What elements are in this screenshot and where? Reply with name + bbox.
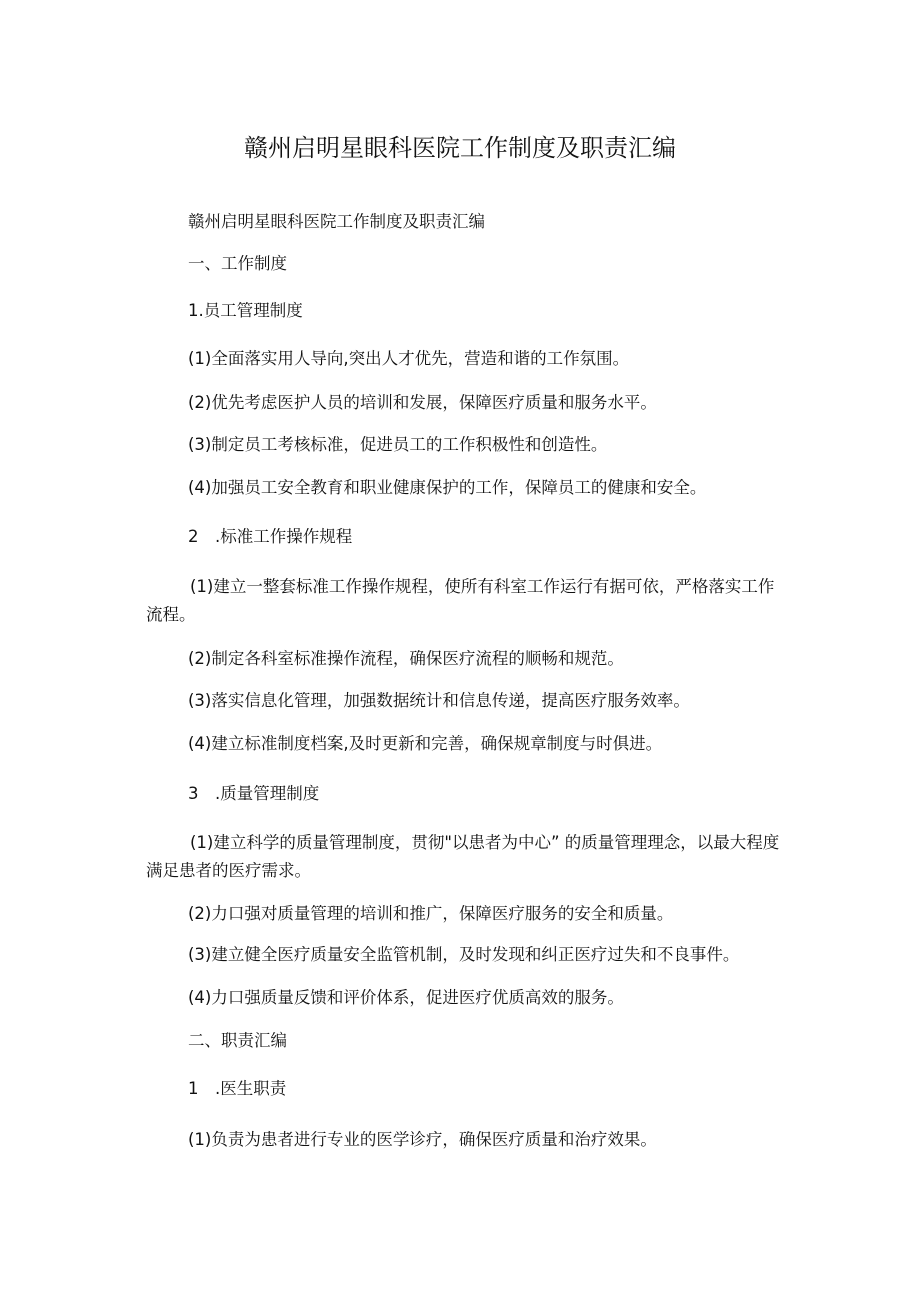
paragraph: (3)落实信息化管理，加强数据统计和信息传递，提高医疗服务效率。 bbox=[188, 691, 690, 710]
paragraph: (3)建立健全医疗质量安全监管机制，及时发现和纠正医疗过失和不良事件。 bbox=[188, 945, 740, 964]
paragraph: (2)优先考虑医护人员的培训和发展，保障医疗质量和服务水平。 bbox=[188, 393, 657, 412]
paragraph: (4)力口强质量反馈和评价体系，促进医疗优质高效的服务。 bbox=[188, 988, 624, 1007]
paragraph: (2)力口强对质量管理的培训和推广，保障医疗服务的安全和质量。 bbox=[188, 904, 674, 923]
subsection-heading-standard-procedures: 2 .标准工作操作规程 bbox=[188, 527, 353, 546]
subsection-heading-staff-management: 1.员工管理制度 bbox=[188, 301, 303, 320]
subsection-heading-quality-management: 3 .质量管理制度 bbox=[188, 784, 320, 803]
paragraph: (3)制定员工考核标准，促进员工的工作积极性和创造性。 bbox=[188, 435, 608, 454]
subsection-heading-doctor-duties: 1 .医生职责 bbox=[188, 1079, 287, 1098]
paragraph: (4)建立标准制度档案,及时更新和完善，确保规章制度与时俱进。 bbox=[188, 734, 663, 753]
document-subtitle: 赣州启明星眼科医院工作制度及职责汇编 bbox=[188, 212, 485, 231]
section-heading-work-rules: 一、工作制度 bbox=[188, 254, 287, 273]
paragraph: (2)制定各科室标准操作流程，确保医疗流程的顺畅和规范。 bbox=[188, 649, 624, 668]
paragraph: (1)全面落实用人导向,突出人才优先，营造和谐的工作氛围。 bbox=[188, 349, 630, 368]
paragraph: (1)建立科学的质量管理制度，贯彻"以患者为中心” 的质量管理理念，以最大程度满足患者的医疗需求。 bbox=[146, 833, 780, 880]
section-heading-duties: 二、职责汇编 bbox=[188, 1031, 287, 1050]
paragraph: (1)负责为患者进行专业的医学诊疗，确保医疗质量和治疗效果。 bbox=[188, 1130, 657, 1149]
paragraph: (1)建立一整套标准工作操作规程，使所有科室工作运行有据可依，严格落实工作流程。 bbox=[146, 577, 775, 624]
paragraph: (4)加强员工安全教育和职业健康保护的工作，保障员工的健康和安全。 bbox=[188, 478, 707, 497]
document-title: 赣州启明星眼科医院工作制度及职责汇编 bbox=[244, 134, 676, 162]
